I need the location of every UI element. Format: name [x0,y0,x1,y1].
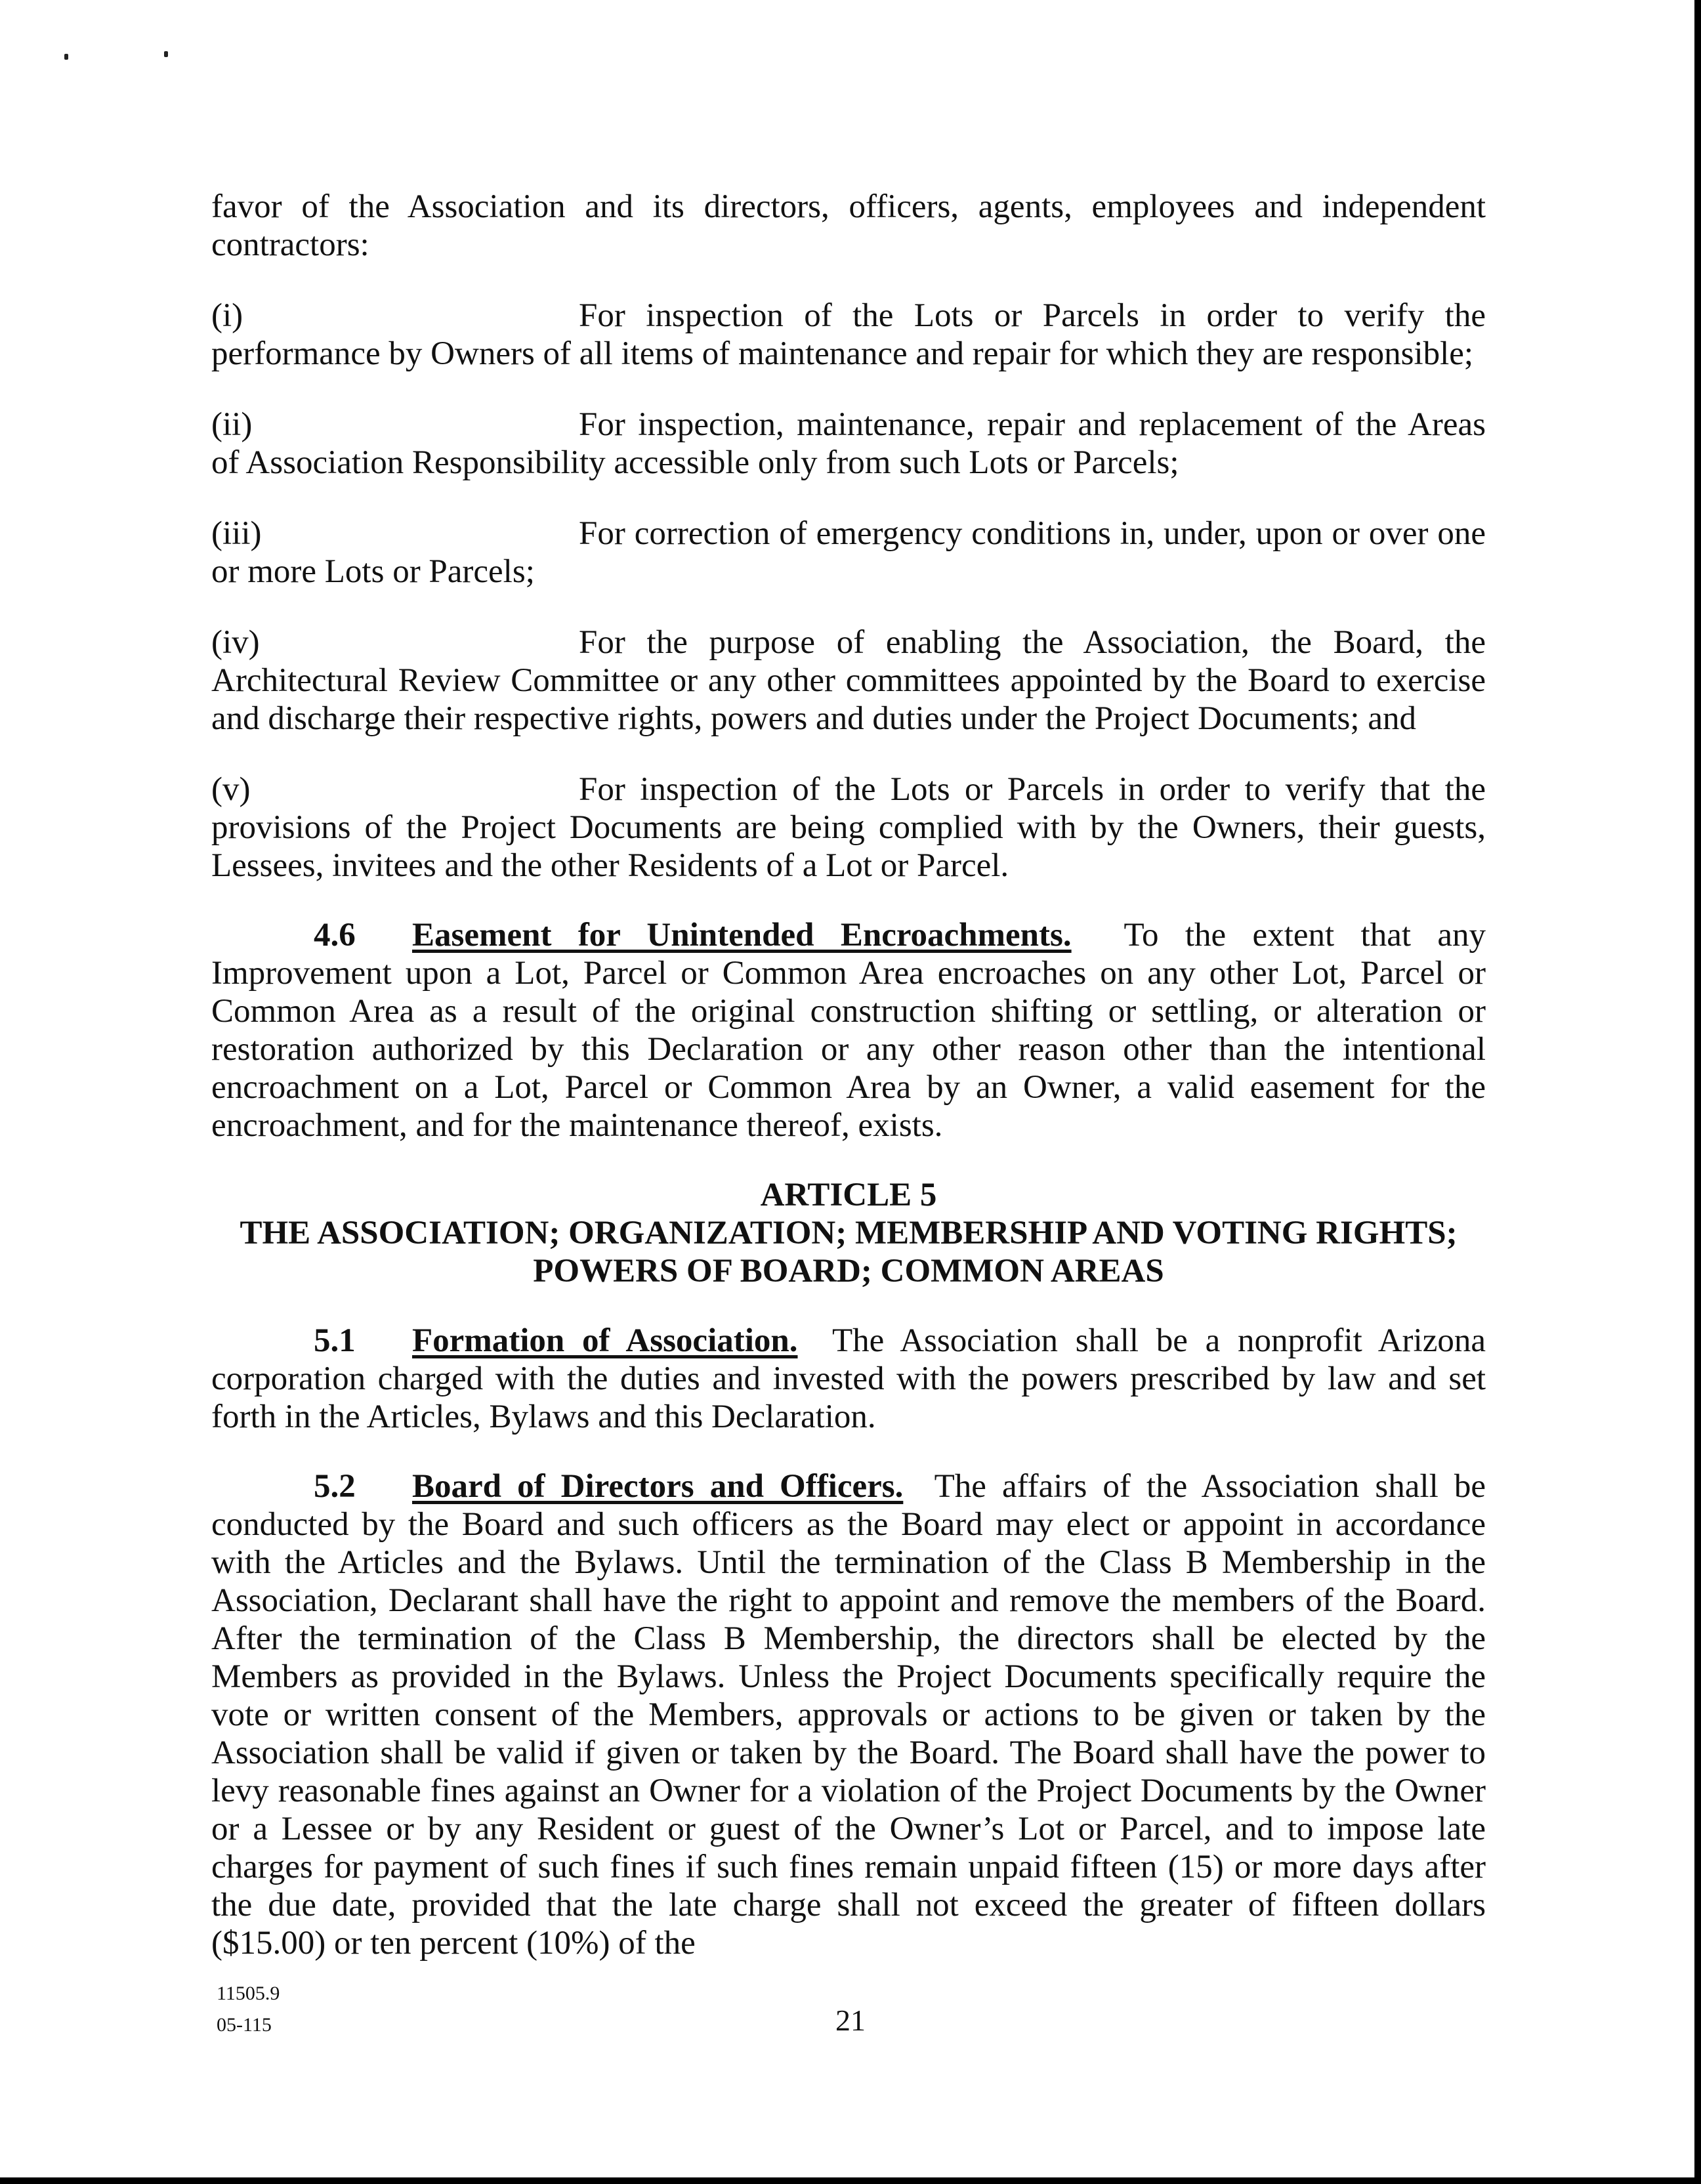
document-ref: 05-115 [217,2014,272,2036]
list-item [211,297,1486,373]
item-text: performance by Owners of all items of maintenance and repair for which they are responsible; [211,335,1474,372]
list-item [211,770,1486,885]
item-text: provisions of the Project Documents are being complied with by the Owners, their guests, Lessees, invitees and the other Residents of a Lot or Parcel. [211,809,1486,884]
list-item [211,623,1486,738]
section-number: 5.2 [314,1468,356,1505]
item-marker: (iii) [211,515,262,552]
article-subtitle-line-2: POWERS OF BOARD; COMMON AREAS [533,1253,1164,1290]
item-marker: (ii) [211,406,253,443]
section-number: 5.1 [314,1322,356,1359]
intro-paragraph: favor of the Association and its directors, officers, agents, employees and independent contractors: [211,188,1486,263]
item-first-line: For inspection of the Lots or Parcels in order to verify the [579,297,1486,334]
list-item [211,514,1486,591]
item-marker: (i) [211,297,243,334]
section-4-6 [211,916,1486,1144]
article-heading [211,1176,1486,1290]
item-first-line: For correction of emergency conditions in, under, upon or over one [579,515,1486,552]
section-heading: Formation of Association. [412,1322,798,1359]
section-5-1 [211,1322,1486,1436]
item-marker: (iv) [211,624,260,661]
section-text: The Association shall be a nonprofit Arizona corporation charged with the duties and invested with the powers prescribed by law and set forth in the Articles, Bylaws and this Declaration. [211,1322,1486,1435]
section-heading: Board of Directors and Officers. [412,1468,904,1505]
item-first-line: For the purpose of enabling the Association, the Board, the [579,624,1486,661]
item-text: or more Lots or Parcels; [211,553,535,590]
scan-speck [64,54,68,60]
list-item [211,406,1486,482]
page-number: 21 [835,2004,866,2037]
section-5-2 [211,1467,1486,1962]
item-first-line: For inspection, maintenance, repair and replacement of the Areas [579,406,1486,443]
item-text: Architectural Review Committee or any other committees appointed by the Board to exercise and discharge their respective rights, powers and duties under the Project Documents; and [211,662,1486,737]
item-first-line: For inspection of the Lots or Parcels in order to verify that the [579,771,1486,808]
section-heading: Easement for Unintended Encroachments. [412,917,1072,954]
section-text: The affairs of the Association shall be conducted by the Board and such officers as the Board may elect or appoint in accordance with the Articles and the Bylaws. Until the termination of the Class B Membership in the Association, Declarant shall have the right to appoint and remove the members of the Board. After the termination of the Class B Membership, the directors shall be elected by the Members as provided in the Bylaws. Unless the Project Documents specifically require the vote or written consent of the Members, approvals or actions to be given or taken by the Association shall be valid if given or taken by the Board. The Board shall have the power to levy reasonable fines against an Owner for a violation of the Project Documents by the Owner or a Lessee or by any Resident or guest of the Owner’s Lot or Parcel, and to impose late charges for payment of such fines if such fines remain unpaid fifteen (15) or more days after the due date, provided that the late charge shall not exceed the greater of fifteen dollars ($15.00) or ten percent (10%) of the [211,1468,1486,1962]
document-page [211,188,1486,1962]
document-id: 11505.9 [217,1983,280,2004]
article-title: ARTICLE 5 [760,1177,937,1213]
scan-speck [164,51,168,57]
section-text: To the extent that any Improvement upon a Lot, Parcel or Common Area encroaches on any other Lot, Parcel or Common Area as a result of the original construction shifting or settling, or alteration or restoration authorized by this Declaration or any other reason other than the intentional encroachment on a Lot, Parcel or Common Area by an Owner, a valid easement for the encroachment, and for the maintenance thereof, exists. [211,917,1486,1144]
section-number: 4.6 [314,917,356,954]
article-subtitle-line-1: THE ASSOCIATION; ORGANIZATION; MEMBERSHIP AND VOTING RIGHTS; [240,1215,1458,1251]
item-text: of Association Responsibility accessible only from such Lots or Parcels; [211,444,1179,481]
item-marker: (v) [211,771,251,808]
